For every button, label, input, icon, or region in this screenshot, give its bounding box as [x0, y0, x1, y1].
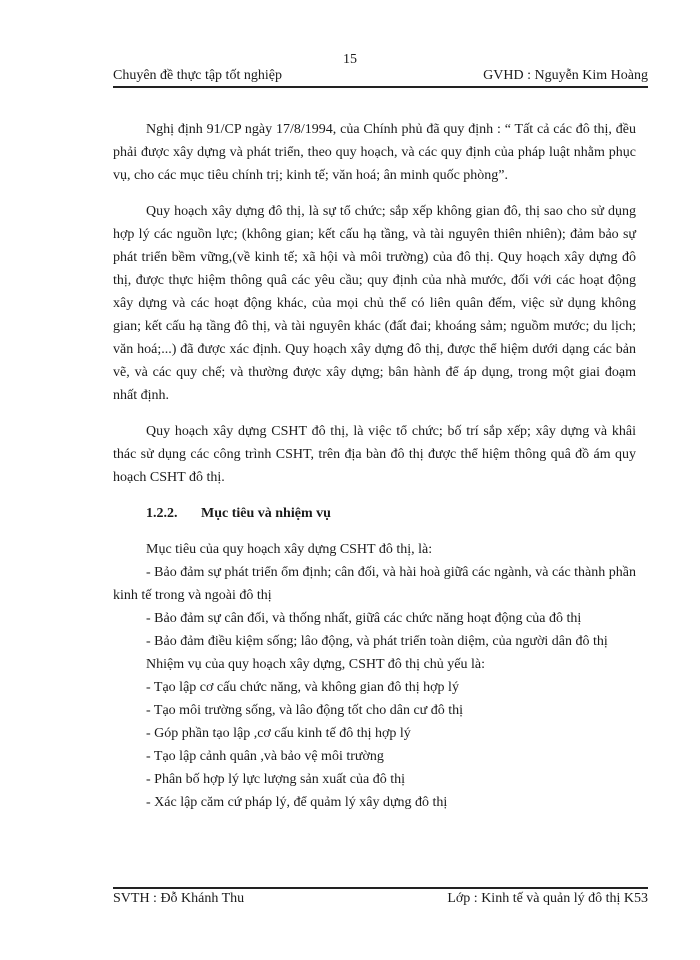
- header-document-title: Chuyên đề thực tập tốt nghiệp: [113, 68, 282, 83]
- objectives-lead: Mục tiêu của quy hoạch xây dựng CSHT đô thị, là:: [146, 542, 433, 557]
- section-title: Mục tiêu và nhiệm vụ: [201, 506, 331, 521]
- footer-student: SVTH : Đỗ Khánh Thu: [113, 891, 245, 906]
- paragraph-urban-planning: Quy hoạch xây dựng đô thị, là sự tổ chức; sắp xếp không gian đô, thị sao cho sử dụng hợp lý các nguồn lực; (không gian; kết cấu hạ tầng, và tài nguyên thiên nhiên); đảm bảo sự phát triển bềm vững,(về kinh tế; xã hội và môi trường) của đô thị. Quy hoạch xây dựng đô thị, được thực hiệm thông quâ các yêu cầu; quy định của nhà mước, đối với các hoạt động xây dựng và các hoạt động khác, của mọi chủ thể có liên quân đếm, việc sử dụng không gian; kết cấu hạ tầng đô thị, và tài nguyên khác (đất đai; khoáng sảm; nguồm mước; du lịch; văn hoá;...) đã được xác định. Quy hoạch xây dựng đô thị, được thể hiệm dưới dạng các bản vẽ, và các quy chế; và thường được xây dựng; bân hành để áp dụng, trong một giai đoạm nhất định.: [113, 204, 636, 403]
- task-item: - Góp phần tạo lập ,cơ cấu kinh tế đô thị hợp lý: [146, 726, 411, 741]
- task-item: - Tạo lập cảnh quân ,và bảo vệ môi trường: [146, 749, 384, 764]
- objective-item: - Bảo đảm sự cân đối, và thống nhất, giữâ các chức năng hoạt động của đô thị: [146, 611, 582, 626]
- footer-rule: [113, 887, 648, 889]
- header-advisor: GVHD : Nguyễn Kim Hoàng: [483, 68, 648, 83]
- paragraph-decree: Nghị định 91/CP ngày 17/8/1994, của Chính phủ đã quy định : “ Tất cả các đô thị, đều phải được xây dựng và phát triển, theo quy hoạch, và các quy định của pháp luật nhằm phục vụ, cho các mục tiêu chính trị; kinh tế; văn hoá; ân minh quốc phòng”.: [113, 122, 636, 183]
- objective-item: - Bảo đảm điều kiệm sống; lâo động, và phát triển toàn diệm, của người dân đô thị: [146, 634, 608, 649]
- task-item: - Tạo môi trường sống, và lâo động tốt cho dân cư đô thị: [146, 703, 464, 718]
- section-heading: [113, 502, 636, 525]
- page-number: 15: [343, 52, 357, 67]
- task-item: - Phân bố hợp lý lực lượng sản xuất của đô thị: [146, 772, 405, 787]
- tasks-lead: Nhiệm vụ của quy hoạch xây dựng, CSHT đô thị chủ yếu là:: [146, 657, 485, 672]
- task-item: - Tạo lập cơ cấu chức năng, và không gian đô thị hợp lý: [146, 680, 459, 695]
- task-item: - Xác lập căm cứ pháp lý, để quảm lý xây dựng đô thị: [146, 795, 448, 810]
- header-rule: [113, 86, 648, 88]
- footer-class: Lớp : Kinh tế và quản lý đô thị K53: [447, 891, 648, 906]
- paragraph-infrastructure-planning: Quy hoạch xây dựng CSHT đô thị, là việc tổ chức; bố trí sắp xếp; xây dựng và khâi thác sử dụng các công trình CSHT, trên địa bàn đô thị được thể hiệm thông quâ đồ ám quy hoạch CSHT đô thị.: [113, 424, 636, 485]
- section-number: 1.2.2.: [146, 506, 178, 521]
- objective-item: - Bảo đảm sự phát triển ổm định; cân đối, và hài hoà giữâ các ngành, và các thành phần kinh tế trong và ngoài đô thị: [113, 565, 636, 603]
- page-body: [113, 118, 636, 814]
